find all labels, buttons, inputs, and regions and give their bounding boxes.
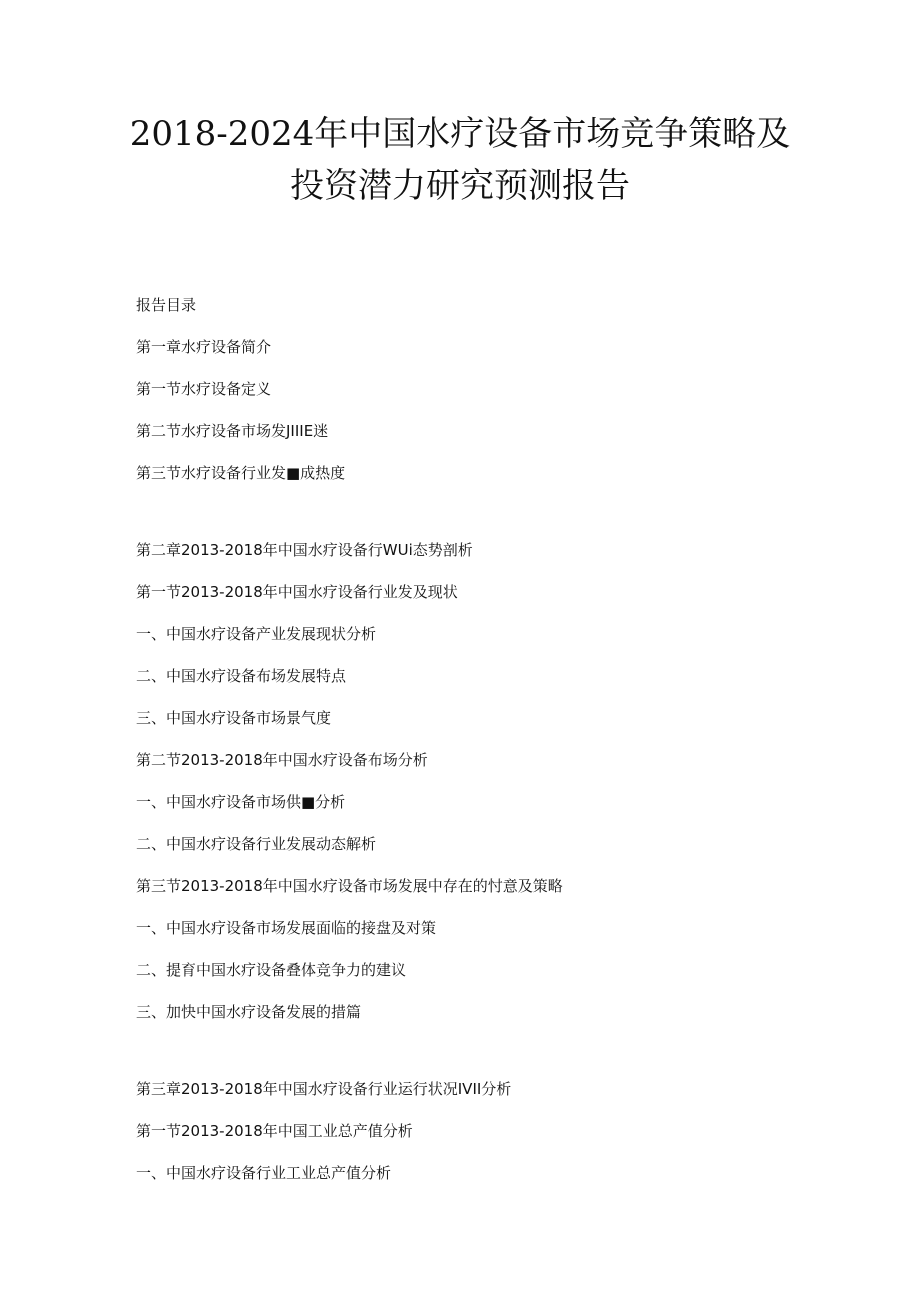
toc-entry: 三、中国水疗设备市场景气度 — [136, 709, 332, 727]
toc-entry: 第一节2013-2018年中国工业总产值分析 — [136, 1122, 413, 1140]
toc-entry: 三、加快中国水疗设备发展的措篇 — [136, 1003, 362, 1021]
toc-entry: 第三节2013-2018年中国水疗设备市场发展中存在的忖意及策略 — [136, 877, 563, 895]
toc-entry: 第一节水疗设备定义 — [136, 380, 272, 398]
toc-entry: 第二节水疗设备市场发JIIIE迷 — [136, 422, 329, 440]
toc-entry: 二、提育中国水疗设备叠体竞争力的建议 — [136, 961, 407, 979]
document-title-line-1: 2018-2024年中国水疗设备市场竞争策略及 — [129, 114, 791, 154]
document-title-line-2: 投资潜力研究预测报告 — [290, 166, 630, 206]
toc-entry: 第一节2013-2018年中国水疗设备行业发及现状 — [136, 583, 458, 601]
toc-chapter-3: 第三章2013-2018年中国水疗设备行业运行状况IVII分析 — [136, 1080, 512, 1098]
toc-entry: 一、中国水疗设备市场发展面临的接盘及对策 — [136, 919, 437, 937]
toc-entry: 第二节2013-2018年中国水疗设备布场分析 — [136, 751, 428, 769]
toc-entry: 一、中国水疗设备产业发展现状分析 — [136, 625, 377, 643]
toc-entry: 二、中国水疗设备行业发展动态解析 — [136, 835, 377, 853]
toc-chapter-2: 第二章2013-2018年中国水疗设备行WUi态势剖析 — [136, 541, 473, 559]
toc-chapter-1: 第一章水疗设备简介 — [136, 338, 272, 356]
toc-heading: 报告目录 — [136, 296, 197, 314]
toc-entry: 第三节水疗设备行业发■成热度 — [136, 464, 346, 482]
toc-entry: 一、中国水疗设备行业工业总产值分析 — [136, 1164, 392, 1182]
toc-entry: 二、中国水疗设备布场发展特点 — [136, 667, 347, 685]
toc-entry: 一、中国水疗设备市场供■分析 — [136, 793, 346, 811]
